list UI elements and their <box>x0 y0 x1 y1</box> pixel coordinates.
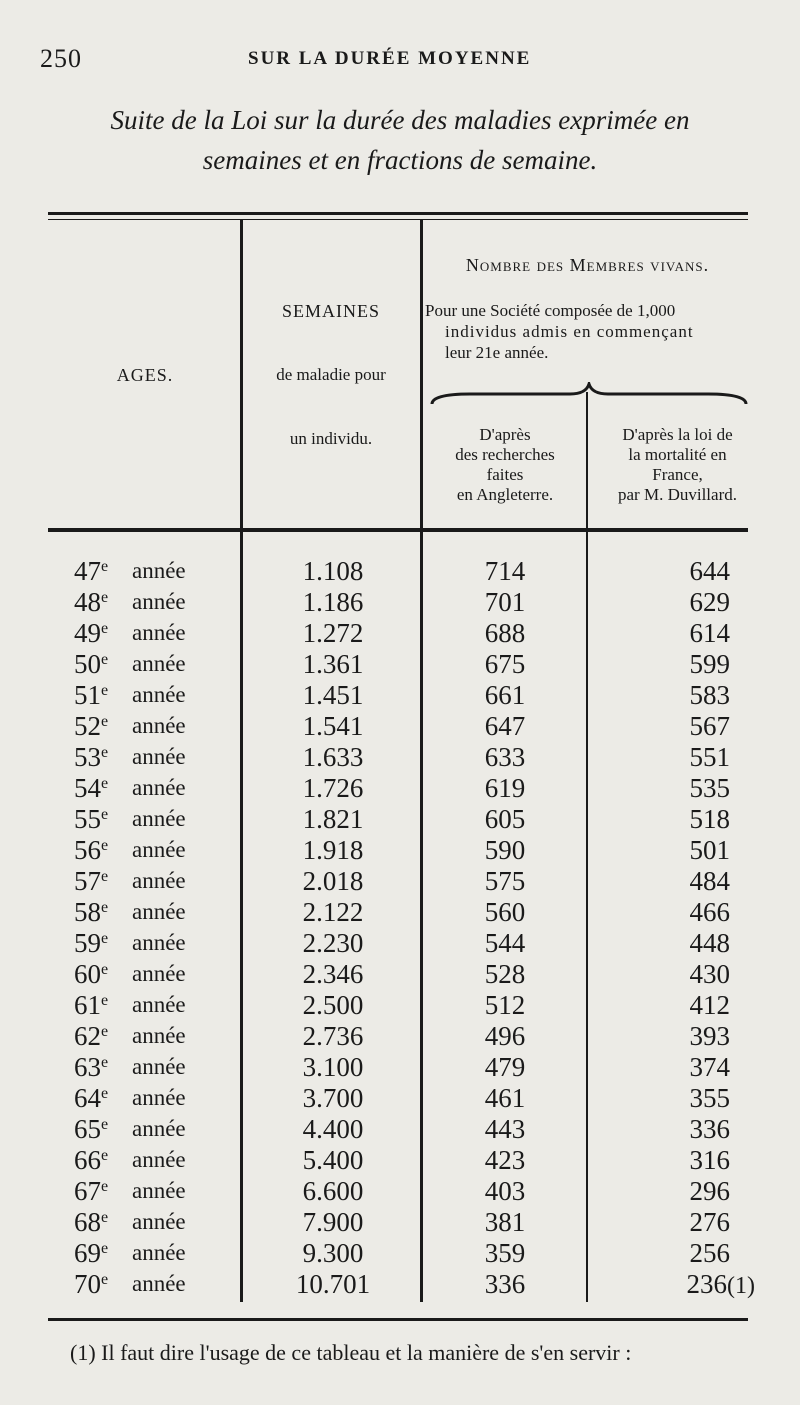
england-header-1: D'après <box>479 425 531 444</box>
england-cell: 512 <box>484 990 526 1020</box>
table-row <box>0 1021 800 1052</box>
age-ordinal: e <box>101 682 109 699</box>
england-cell: 590 <box>484 835 526 865</box>
age-word: année <box>132 682 186 707</box>
table-row <box>0 804 800 835</box>
weeks-cell: 4.400 <box>302 1114 364 1144</box>
age-ordinal: e <box>101 992 109 1009</box>
france-value: 236 <box>686 1269 728 1299</box>
age-number: 67 <box>74 1176 101 1206</box>
france-cell <box>590 556 730 587</box>
weeks-cell: 2.018 <box>302 866 364 896</box>
table-row <box>0 990 800 1021</box>
france-value: 583 <box>689 680 730 710</box>
france-cell <box>590 1114 730 1145</box>
england-header-3: faites <box>486 465 524 484</box>
france-value: 336 <box>689 1114 730 1144</box>
weeks-cell: 2.122 <box>302 897 364 927</box>
age-ordinal: e <box>101 1209 109 1226</box>
table-row <box>0 835 800 866</box>
age-cell <box>74 773 108 804</box>
age-word: année <box>132 1023 186 1048</box>
age-number: 64 <box>74 1083 101 1113</box>
age-ordinal: e <box>101 1023 109 1040</box>
age-ordinal: e <box>101 1240 109 1257</box>
age-ordinal: e <box>101 744 109 761</box>
age-number: 70 <box>74 1269 101 1299</box>
age-word: année <box>132 775 186 800</box>
age-ordinal: e <box>101 651 109 668</box>
header-rule <box>48 528 748 532</box>
age-ordinal: e <box>101 806 109 823</box>
age-ordinal: e <box>101 775 109 792</box>
france-value: 599 <box>689 649 730 679</box>
france-cell <box>590 587 730 618</box>
age-number: 59 <box>74 928 101 958</box>
weeks-cell: 10.701 <box>295 1269 371 1299</box>
table-row <box>0 587 800 618</box>
weeks-cell: 2.500 <box>302 990 364 1020</box>
england-cell: 701 <box>484 587 526 617</box>
ages-header: AGES. <box>116 365 174 385</box>
france-cell <box>590 1145 730 1176</box>
age-number: 47 <box>74 556 101 586</box>
france-value: 567 <box>689 711 730 741</box>
france-cell <box>590 711 730 742</box>
england-cell: 443 <box>484 1114 526 1144</box>
france-value: 430 <box>689 959 730 989</box>
brace-icon <box>430 382 748 406</box>
age-cell <box>74 866 108 897</box>
caption-line-2: semaines et en fractions de semaine. <box>202 145 598 175</box>
age-cell <box>74 1083 108 1114</box>
england-cell: 381 <box>484 1207 526 1237</box>
england-cell: 528 <box>484 959 526 989</box>
age-ordinal: e <box>101 1147 109 1164</box>
weeks-cell: 1.272 <box>302 618 364 648</box>
age-ordinal: e <box>101 1085 109 1102</box>
france-value: 316 <box>689 1145 730 1175</box>
age-cell <box>74 1021 108 1052</box>
weeks-cell: 7.900 <box>302 1207 364 1237</box>
table-row <box>0 1114 800 1145</box>
age-cell <box>74 680 108 711</box>
france-value: 355 <box>689 1083 730 1113</box>
weeks-header-title: SEMAINES <box>281 301 380 321</box>
england-cell: 479 <box>484 1052 526 1082</box>
age-cell <box>74 804 108 835</box>
age-word: année <box>132 651 186 676</box>
age-ordinal: e <box>101 558 109 575</box>
age-number: 68 <box>74 1207 101 1237</box>
france-cell <box>590 680 730 711</box>
age-number: 62 <box>74 1021 101 1051</box>
england-header-2: des recherches <box>455 445 555 464</box>
weeks-header-sub-2: un individu. <box>289 429 373 448</box>
age-word: année <box>132 744 186 769</box>
age-word: année <box>132 589 186 614</box>
age-number: 55 <box>74 804 101 834</box>
table-row <box>0 1207 800 1238</box>
members-header-title: Nombre des Membres vivans. <box>465 255 710 275</box>
age-word: année <box>132 1271 186 1296</box>
weeks-cell: 1.726 <box>302 773 364 803</box>
weeks-cell: 1.633 <box>302 742 364 772</box>
age-word: année <box>132 930 186 955</box>
england-cell: 633 <box>484 742 526 772</box>
france-header-2: la mortalité en <box>628 445 727 464</box>
france-value: 629 <box>689 587 730 617</box>
age-number: 63 <box>74 1052 101 1082</box>
france-cell <box>590 990 730 1021</box>
age-word: année <box>132 806 186 831</box>
age-ordinal: e <box>101 1116 109 1133</box>
age-ordinal: e <box>101 930 109 947</box>
table-row <box>0 618 800 649</box>
france-value: 448 <box>689 928 730 958</box>
france-cell <box>590 928 730 959</box>
table-row <box>0 1238 800 1269</box>
members-desc-1: Pour une Société composée de 1,000 <box>425 301 676 320</box>
running-head <box>0 38 800 78</box>
france-cell <box>590 1083 730 1114</box>
age-word: année <box>132 713 186 738</box>
age-cell <box>74 556 108 587</box>
age-number: 57 <box>74 866 101 896</box>
france-value: 501 <box>689 835 730 865</box>
england-cell: 619 <box>484 773 526 803</box>
age-word: année <box>132 1209 186 1234</box>
age-number: 69 <box>74 1238 101 1268</box>
weeks-cell: 3.700 <box>302 1083 364 1113</box>
age-word: année <box>132 868 186 893</box>
table-row <box>0 1052 800 1083</box>
france-cell <box>590 1052 730 1083</box>
age-cell <box>74 1052 108 1083</box>
weeks-cell: 2.736 <box>302 1021 364 1051</box>
england-cell: 461 <box>484 1083 526 1113</box>
france-header-4: par M. Duvillard. <box>618 485 737 504</box>
england-cell: 647 <box>484 711 526 741</box>
age-word: année <box>132 1054 186 1079</box>
age-cell <box>74 1238 108 1269</box>
age-ordinal: e <box>101 620 109 637</box>
england-cell: 359 <box>484 1238 526 1268</box>
footnote-reference: (1) <box>727 1273 755 1299</box>
age-number: 56 <box>74 835 101 865</box>
table-row <box>0 1176 800 1207</box>
france-value: 614 <box>689 618 730 648</box>
france-value: 374 <box>689 1052 730 1082</box>
age-number: 49 <box>74 618 101 648</box>
age-ordinal: e <box>101 961 109 978</box>
france-cell <box>590 649 730 680</box>
table-row <box>0 959 800 990</box>
england-cell: 403 <box>484 1176 526 1206</box>
weeks-cell: 1.918 <box>302 835 364 865</box>
table-row <box>0 680 800 711</box>
age-number: 48 <box>74 587 101 617</box>
age-ordinal: e <box>101 1054 109 1071</box>
age-word: année <box>132 961 186 986</box>
table-row <box>0 928 800 959</box>
france-header-1: D'après la loi de <box>622 425 733 444</box>
age-number: 60 <box>74 959 101 989</box>
age-cell <box>74 618 108 649</box>
age-word: année <box>132 1147 186 1172</box>
footnote: (1) Il faut dire l'usage de ce tableau et la manière de s'en servir : <box>70 1340 632 1365</box>
age-cell <box>74 711 108 742</box>
weeks-cell: 1.451 <box>302 680 364 710</box>
weeks-cell: 2.346 <box>302 959 364 989</box>
france-cell <box>590 835 730 866</box>
table-row <box>0 711 800 742</box>
table-row <box>0 773 800 804</box>
age-word: année <box>132 899 186 924</box>
france-header-3: France, <box>652 465 703 484</box>
age-cell <box>74 587 108 618</box>
weeks-cell: 1.361 <box>302 649 364 679</box>
france-cell <box>590 804 730 835</box>
weeks-cell: 2.230 <box>302 928 364 958</box>
france-cell <box>590 618 730 649</box>
bottom-rule <box>48 1318 748 1321</box>
table-row <box>0 1145 800 1176</box>
weeks-cell: 1.108 <box>302 556 364 586</box>
age-word: année <box>132 1240 186 1265</box>
table-row <box>0 556 800 587</box>
france-value: 551 <box>689 742 730 772</box>
age-number: 51 <box>74 680 101 710</box>
england-cell: 423 <box>484 1145 526 1175</box>
table-caption <box>40 100 760 180</box>
table-row <box>0 1083 800 1114</box>
age-ordinal: e <box>101 589 109 606</box>
age-ordinal: e <box>101 713 109 730</box>
france-cell <box>590 866 730 897</box>
france-value: 276 <box>689 1207 730 1237</box>
england-cell: 661 <box>484 680 526 710</box>
members-desc-2: individus admis en commençant <box>445 322 694 341</box>
france-cell <box>590 1176 730 1207</box>
england-cell: 560 <box>484 897 526 927</box>
age-cell <box>74 649 108 680</box>
weeks-cell: 1.821 <box>302 804 364 834</box>
france-value: 644 <box>689 556 730 586</box>
france-cell <box>590 959 730 990</box>
age-cell <box>74 928 108 959</box>
france-value: 484 <box>689 866 730 896</box>
age-word: année <box>132 1178 186 1203</box>
age-word: année <box>132 837 186 862</box>
england-cell: 336 <box>484 1269 526 1299</box>
france-cell <box>590 773 730 804</box>
age-number: 53 <box>74 742 101 772</box>
age-cell <box>74 1145 108 1176</box>
france-cell <box>590 1207 730 1238</box>
top-rule-thin <box>48 219 748 220</box>
france-cell <box>590 1269 755 1300</box>
age-number: 52 <box>74 711 101 741</box>
age-ordinal: e <box>101 868 109 885</box>
age-word: année <box>132 1116 186 1141</box>
caption-line-1: Suite de la Loi sur la durée des maladies exprimée en <box>110 105 690 135</box>
age-number: 66 <box>74 1145 101 1175</box>
age-number: 65 <box>74 1114 101 1144</box>
age-ordinal: e <box>101 899 109 916</box>
age-cell <box>74 1176 108 1207</box>
weeks-header-sub-1: de maladie pour <box>276 365 386 384</box>
running-title: SUR LA DURÉE MOYENNE <box>248 48 532 69</box>
england-cell: 675 <box>484 649 526 679</box>
age-word: année <box>132 1085 186 1110</box>
england-cell: 714 <box>484 556 526 586</box>
page-number: 250 <box>40 44 82 73</box>
age-number: 54 <box>74 773 101 803</box>
table-row <box>0 649 800 680</box>
france-cell <box>590 1238 730 1269</box>
france-value: 412 <box>689 990 730 1020</box>
age-cell <box>74 897 108 928</box>
age-number: 58 <box>74 897 101 927</box>
age-cell <box>74 1269 108 1300</box>
age-cell <box>74 959 108 990</box>
england-cell: 575 <box>484 866 526 896</box>
england-cell: 605 <box>484 804 526 834</box>
age-cell <box>74 1114 108 1145</box>
age-cell <box>74 990 108 1021</box>
table-row <box>0 742 800 773</box>
france-value: 393 <box>689 1021 730 1051</box>
england-header-4: en Angleterre. <box>456 485 554 504</box>
age-word: année <box>132 992 186 1017</box>
age-number: 61 <box>74 990 101 1020</box>
weeks-cell: 6.600 <box>302 1176 364 1206</box>
age-ordinal: e <box>101 837 109 854</box>
age-ordinal: e <box>101 1178 109 1195</box>
france-value: 296 <box>689 1176 730 1206</box>
england-cell: 496 <box>484 1021 526 1051</box>
england-cell: 544 <box>484 928 526 958</box>
table-row <box>0 897 800 928</box>
england-cell: 688 <box>484 618 526 648</box>
weeks-cell: 1.541 <box>302 711 364 741</box>
france-value: 256 <box>689 1238 730 1268</box>
age-ordinal: e <box>101 1271 109 1288</box>
age-word: année <box>132 620 186 645</box>
age-word: année <box>132 558 186 583</box>
france-value: 518 <box>689 804 730 834</box>
france-cell <box>590 897 730 928</box>
france-cell <box>590 1021 730 1052</box>
france-cell <box>590 742 730 773</box>
weeks-cell: 1.186 <box>302 587 364 617</box>
members-desc-3: leur 21e année. <box>445 343 549 362</box>
weeks-cell: 3.100 <box>302 1052 364 1082</box>
france-value: 535 <box>689 773 730 803</box>
weeks-cell: 9.300 <box>302 1238 364 1268</box>
france-value: 466 <box>689 897 730 927</box>
age-number: 50 <box>74 649 101 679</box>
table-row <box>0 866 800 897</box>
weeks-cell: 5.400 <box>302 1145 364 1175</box>
age-cell <box>74 742 108 773</box>
table-row <box>0 1269 800 1300</box>
top-rule-thick <box>48 212 748 215</box>
age-cell <box>74 1207 108 1238</box>
age-cell <box>74 835 108 866</box>
